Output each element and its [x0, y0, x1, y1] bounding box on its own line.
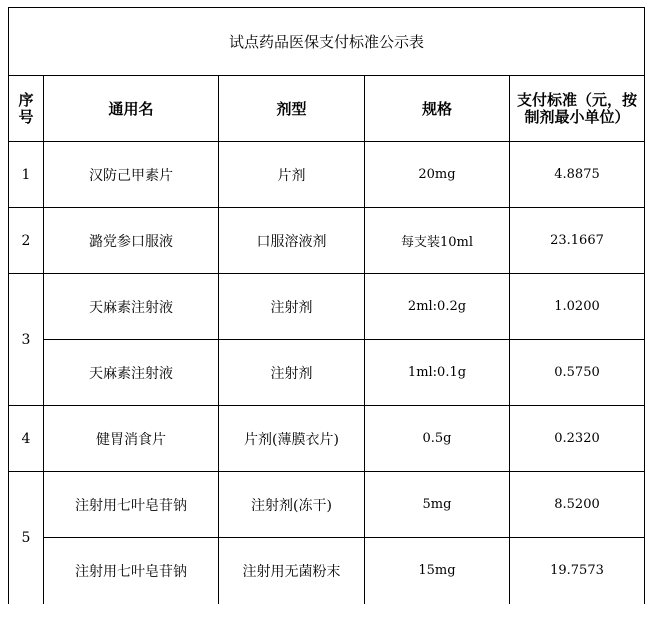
cell-name: 天麻素注射液 [44, 340, 219, 406]
cell-payment-standard: 1.0200 [510, 274, 645, 340]
table-row [9, 142, 645, 208]
table-row [9, 472, 645, 538]
table-row [9, 406, 645, 472]
cell-spec: 0.5g [365, 406, 510, 472]
cell-name: 健胃消食片 [44, 406, 219, 472]
cell-name: 注射用七叶皂苷钠 [44, 538, 219, 604]
table-row [9, 208, 645, 274]
table-title: 试点药品医保支付标准公示表 [9, 8, 645, 76]
cell-payment-standard: 8.5200 [510, 472, 645, 538]
header-payment-standard: 支付标准（元，按制剂最小单位） [510, 76, 645, 142]
cell-seq: 2 [9, 208, 44, 274]
header-form: 剂型 [219, 76, 365, 142]
cell-seq: 1 [9, 142, 44, 208]
cell-payment-standard: 0.2320 [510, 406, 645, 472]
cell-form: 注射剂(冻干) [219, 472, 365, 538]
cell-payment-standard: 4.8875 [510, 142, 645, 208]
cell-spec: 15mg [365, 538, 510, 604]
cell-form: 注射剂 [219, 340, 365, 406]
cell-form: 注射剂 [219, 274, 365, 340]
cell-payment-standard: 0.5750 [510, 340, 645, 406]
table-row [9, 538, 645, 604]
header-spec: 规格 [365, 76, 510, 142]
cell-spec: 1ml:0.1g [365, 340, 510, 406]
table-row [9, 340, 645, 406]
header-seq: 序号 [9, 76, 44, 142]
cell-name: 注射用七叶皂苷钠 [44, 472, 219, 538]
cell-form: 口服溶液剂 [219, 208, 365, 274]
cell-form: 片剂 [219, 142, 365, 208]
cell-form: 片剂(薄膜衣片) [219, 406, 365, 472]
cell-payment-standard: 23.1667 [510, 208, 645, 274]
cell-seq: 3 [9, 274, 44, 406]
cell-seq: 5 [9, 472, 44, 604]
cell-name: 潞党参口服液 [44, 208, 219, 274]
header-name: 通用名 [44, 76, 219, 142]
cell-form: 注射用无菌粉末 [219, 538, 365, 604]
cell-payment-standard: 19.7573 [510, 538, 645, 604]
table-row [9, 274, 645, 340]
cell-name: 汉防己甲素片 [44, 142, 219, 208]
cell-name: 天麻素注射液 [44, 274, 219, 340]
payment-standard-table [8, 7, 645, 604]
cell-seq: 4 [9, 406, 44, 472]
cell-spec: 20mg [365, 142, 510, 208]
cell-spec: 5mg [365, 472, 510, 538]
cell-spec: 2ml:0.2g [365, 274, 510, 340]
cell-spec: 每支装10ml [365, 208, 510, 274]
